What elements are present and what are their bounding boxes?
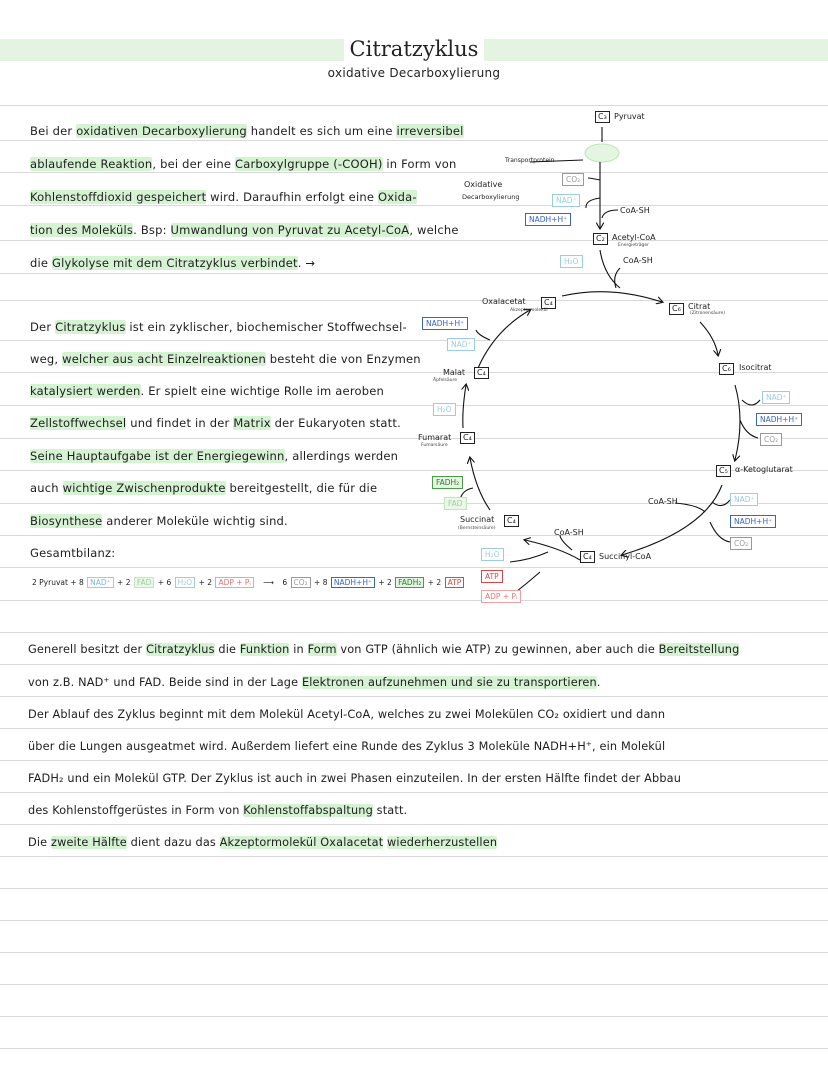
acetyl-sub: Energieträger bbox=[618, 243, 649, 248]
acetyl-carbon-box: C₂ bbox=[593, 233, 608, 245]
page-subtitle: oxidative Decarboxylierung bbox=[327, 66, 501, 80]
citrat-carbon-box: C₆ bbox=[669, 303, 684, 315]
atp-box: ATP bbox=[481, 570, 503, 583]
intro-line: ablaufende Reaktion, bei der eine Carboxylgruppe (-COOH) in Form von bbox=[30, 157, 457, 171]
oxalacetat-sub: Akzeptormolekül bbox=[510, 308, 548, 313]
coash-top: CoA-SH bbox=[620, 206, 650, 215]
h2o-top: H₂O bbox=[560, 255, 583, 268]
bottom-line: von z.B. NAD⁺ und FAD. Beide sind in der Lage Elektronen aufzunehmen und sie zu transportieren. bbox=[28, 676, 601, 689]
cycle-line: Seine Hauptaufgabe ist der Energiegewinn, allerdings werden bbox=[30, 449, 399, 463]
nad-2: NAD⁺ bbox=[730, 493, 758, 506]
malat-carbon-box: C₄ bbox=[474, 367, 489, 379]
citrat-label: Citrat bbox=[688, 302, 711, 311]
pyruvat-label: Pyruvat bbox=[614, 112, 645, 121]
gesamtbilanz-label: Gesamtbilanz: bbox=[30, 546, 116, 560]
bottom-line: des Kohlenstoffgerüstes in Form von Kohlenstoffabspaltung statt. bbox=[28, 804, 408, 817]
cycle-line: Der Citratzyklus ist ein zyklischer, biochemischer Stoffwechsel- bbox=[30, 320, 407, 334]
fumarat-label: Fumarat bbox=[418, 433, 452, 442]
malat-sub: Äpfelsäure bbox=[433, 378, 458, 383]
coash-2: CoA-SH bbox=[648, 497, 678, 506]
nad-1: NAD⁺ bbox=[762, 391, 790, 404]
gesamtbilanz-equation: 2 Pyruvat + 8 NAD⁺ + 2 FAD + 6 H₂O + 2 ADP + Pᵢ ⟶ 6 CO₂ + 8 NADH+H⁺ + 2 FADH₂ + 2 ATP bbox=[32, 577, 465, 588]
adp-box: ADP + Pᵢ bbox=[481, 590, 521, 603]
cycle-line: auch wichtige Zwischenprodukte bereitgestellt, die für die bbox=[30, 481, 378, 495]
cycle-line: Zellstoffwechsel und findet in der Matrix der Eukaryoten statt. bbox=[30, 416, 401, 430]
cycle-line: katalysiert werden. Er spielt eine wichtige Rolle im aeroben bbox=[30, 384, 384, 398]
fumarat-carbon-box: C₄ bbox=[460, 432, 475, 444]
nadh-top: NADH+H⁺ bbox=[525, 213, 571, 226]
nad-top: NAD⁺ bbox=[552, 194, 580, 207]
isocitrat-carbon-box: C₆ bbox=[719, 363, 734, 375]
coash-3: CoA-SH bbox=[554, 528, 584, 537]
intro-line: die Glykolyse mit dem Citratzyklus verbindet. → bbox=[30, 256, 316, 270]
fumarat-sub: Fumarsäure bbox=[421, 443, 448, 448]
intro-line: tion des Moleküls. Bsp: Umwandlung von Pyruvat zu Acetyl-CoA, welche bbox=[30, 223, 459, 237]
malat-label: Malat bbox=[443, 368, 466, 377]
bottom-line: Der Ablauf des Zyklus beginnt mit dem Molekül Acetyl-CoA, welches zu zwei Molekülen CO₂ oxidiert und dann bbox=[28, 708, 666, 721]
fadh2-box: FADH₂ bbox=[432, 476, 463, 489]
succinylcoa-carbon-box: C₄ bbox=[580, 551, 595, 563]
bottom-line: Generell besitzt der Citratzyklus die Funktion in Form von GTP (ähnlich wie ATP) zu gewinnen, aber auch die Bereitstellung bbox=[28, 643, 740, 656]
intro-line: Kohlenstoffdioxid gespeichert wird. Daraufhin erfolgt eine Oxida- bbox=[30, 190, 417, 204]
page-title: Citratzyklus bbox=[0, 37, 828, 61]
ketoglutarat-carbon-box: C₅ bbox=[716, 465, 731, 477]
succinat-sub: (Bernsteinsäure) bbox=[458, 526, 496, 531]
coash-acetyl: CoA-SH bbox=[623, 256, 653, 265]
oxalacetat-label: Oxalacetat bbox=[482, 297, 526, 306]
pyruvat-carbon-box: C₃ bbox=[595, 111, 610, 123]
acetyl-label: Acetyl-CoA bbox=[612, 233, 656, 242]
nadh-3: NADH+H⁺ bbox=[422, 317, 468, 330]
co2-top: CO₂ bbox=[562, 173, 584, 186]
nadh-2: NADH+H⁺ bbox=[730, 515, 776, 528]
ketoglutarat-label: α-Ketoglutarat bbox=[735, 465, 793, 474]
succinat-label: Succinat bbox=[460, 515, 495, 524]
co2-1: CO₂ bbox=[760, 433, 782, 446]
oxalacetat-carbon-box: C₄ bbox=[541, 297, 556, 309]
nad-3: NAD⁺ bbox=[447, 338, 475, 351]
succinylcoa-label: Succinyl-CoA bbox=[599, 552, 652, 561]
bottom-line: über die Lungen ausgeatmet wird. Außerdem liefert eine Runde des Zyklus 3 Moleküle NADH+H⁺, ein Molekül bbox=[28, 740, 666, 753]
transportprotein-label: Transportprotein bbox=[505, 157, 555, 164]
bottom-line: Die zweite Hälfte dient dazu das Akzeptormolekül Oxalacetat wiederherzustellen bbox=[28, 836, 498, 849]
cycle-line: weg, welcher aus acht Einzelreaktionen besteht die von Enzymen bbox=[30, 352, 421, 366]
fad-box: FAD bbox=[444, 497, 467, 510]
transport-protein-shape bbox=[585, 144, 619, 162]
nadh-1: NADH+H⁺ bbox=[756, 413, 802, 426]
isocitrat-label: Isocitrat bbox=[739, 363, 772, 372]
oxidative-label: Oxidative bbox=[464, 180, 503, 189]
co2-2: CO₂ bbox=[730, 537, 752, 550]
decarboxylierung-label: Decarboxylierung bbox=[462, 193, 520, 201]
intro-line: Bei der oxidativen Decarboxylierung handelt es sich um eine irreversibel bbox=[30, 124, 464, 138]
cycle-line: Biosynthese anderer Moleküle wichtig sind. bbox=[30, 514, 288, 528]
citrat-sub: (Zitronensäure) bbox=[690, 311, 726, 316]
bottom-line: FADH₂ und ein Molekül GTP. Der Zyklus ist auch in zwei Phasen einzuteilen. In der ersten Hälfte findet der Abbau bbox=[28, 772, 682, 785]
h2o-succ: H₂O bbox=[481, 548, 504, 561]
h2o-fum: H₂O bbox=[433, 403, 456, 416]
succinat-carbon-box: C₄ bbox=[504, 515, 519, 527]
